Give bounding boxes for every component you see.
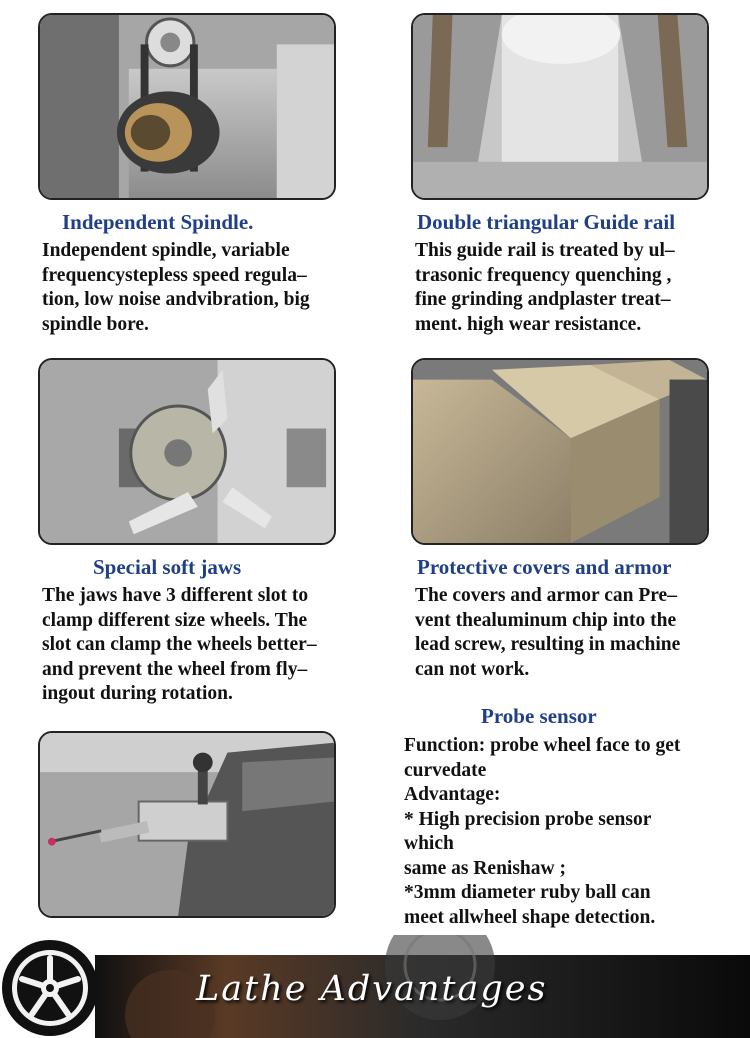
feature-description-probe-sensor: Function: probe wheel face to get curvedate Advantage: * High precision probe sensor which same as Renishaw ; *3mm diameter ruby ball can meet allwheel shape detection.	[404, 735, 681, 928]
wheel-icon	[0, 938, 100, 1038]
protective-cover-photo	[411, 358, 709, 545]
feature-title-probe-sensor: Probe sensor	[481, 704, 597, 728]
soft-jaws-photo	[38, 358, 336, 545]
feature-title-spindle: Independent Spindle.	[62, 210, 254, 234]
feature-title-guide-rail: Double triangular Guide rail	[417, 210, 676, 234]
guide-rail-photo	[411, 13, 709, 200]
spindle-photo	[38, 13, 336, 200]
banner-title: Lathe Advantages	[196, 969, 548, 1009]
probe-sensor-photo	[38, 731, 336, 918]
lathe-advantages-banner	[0, 935, 750, 1038]
feature-description-soft-jaws: The jaws have 3 different slot to clamp different size wheels. The slot can clamp the wheels better– and prevent the wheel from fly– ingout during rotation.	[42, 585, 317, 704]
feature-title-soft-jaws: Special soft jaws	[93, 555, 242, 579]
feature-description-protective-covers: The covers and armor can Pre– vent thealuminum chip into the lead screw, resulting in machine can not work.	[415, 585, 681, 680]
feature-description-guide-rail: This guide rail is treated by ul– trasonic frequency quenching , fine grinding andplaster treat– ment. high wear resistance.	[415, 240, 675, 335]
feature-title-protective-covers: Protective covers and armor	[417, 555, 672, 579]
feature-description-spindle: Independent spindle, variable frequencystepless speed regula– tion, low noise andvibration, big spindle bore.	[42, 240, 310, 335]
